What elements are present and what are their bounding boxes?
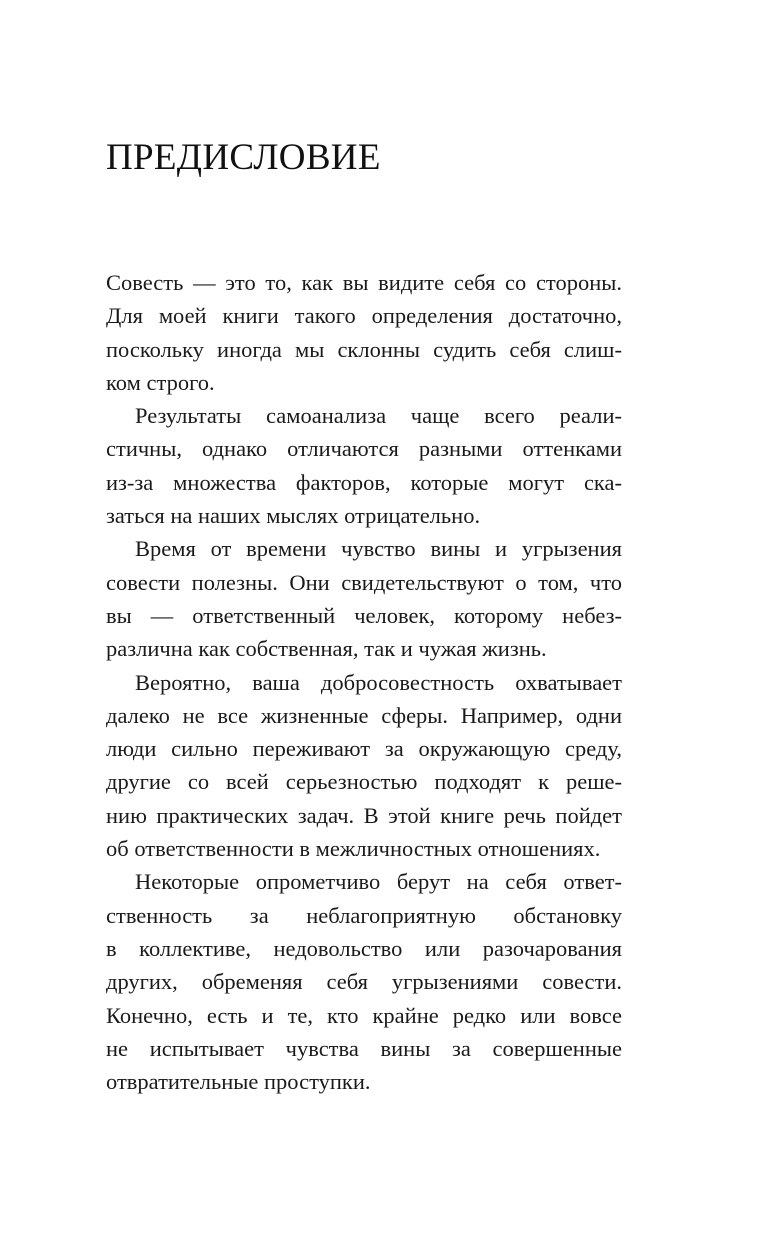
text-line: не испытывает чувства вины за совершенные xyxy=(106,1035,622,1061)
text-line: Некоторые опрометчиво берут на себя ответ- xyxy=(135,869,622,895)
text-line: других, обременяя себя угрызениями совести. xyxy=(106,969,622,995)
text-line: Результаты самоанализа чаще всего реали- xyxy=(135,403,622,429)
text-line: далеко не все жизненные сферы. Например, одни xyxy=(106,702,622,728)
text-line: отвратительные проступки. xyxy=(106,1069,371,1095)
text-line: другие со всей серьезностью подходят к реше- xyxy=(106,769,622,795)
text-line: вы — ответственный человек, которому небез- xyxy=(106,602,622,628)
text-line: различна как собственная, так и чужая жизнь. xyxy=(106,636,547,662)
text-line: Время от времени чувство вины и угрызения xyxy=(135,536,622,562)
text-line: нию практических задач. В этой книге речь пойдет xyxy=(106,802,622,828)
text-line: ком строго. xyxy=(106,369,215,395)
text-line: совести полезны. Они свидетельствуют о том, что xyxy=(106,569,622,595)
text-line: Конечно, есть и те, кто крайне редко или вовсе xyxy=(106,1002,622,1028)
text-line: ственность за неблагоприятную обстановку xyxy=(106,902,622,928)
text-line: люди сильно переживают за окружающую среду, xyxy=(106,736,622,762)
text-line: заться на наших мыслях отрицательно. xyxy=(106,503,481,529)
chapter-body xyxy=(106,266,622,1098)
text-line: поскольку иногда мы склонны судить себя слиш- xyxy=(106,336,622,362)
text-line: об ответственности в межличностных отношениях. xyxy=(106,836,601,862)
text-line: в коллективе, недовольство или разочарования xyxy=(106,935,622,961)
text-line: стичны, однако отличаются разными оттенками xyxy=(106,436,622,462)
text-line: Совесть — это то, как вы видите себя со стороны. xyxy=(106,270,622,295)
text-line: из-за множества факторов, которые могут ска- xyxy=(106,469,622,495)
text-line: Для моей книги такого определения достаточно, xyxy=(106,303,622,329)
chapter-title: ПРЕДИСЛОВИЕ xyxy=(106,137,381,178)
text-line: Вероятно, ваша добросовестность охватывает xyxy=(135,669,622,695)
